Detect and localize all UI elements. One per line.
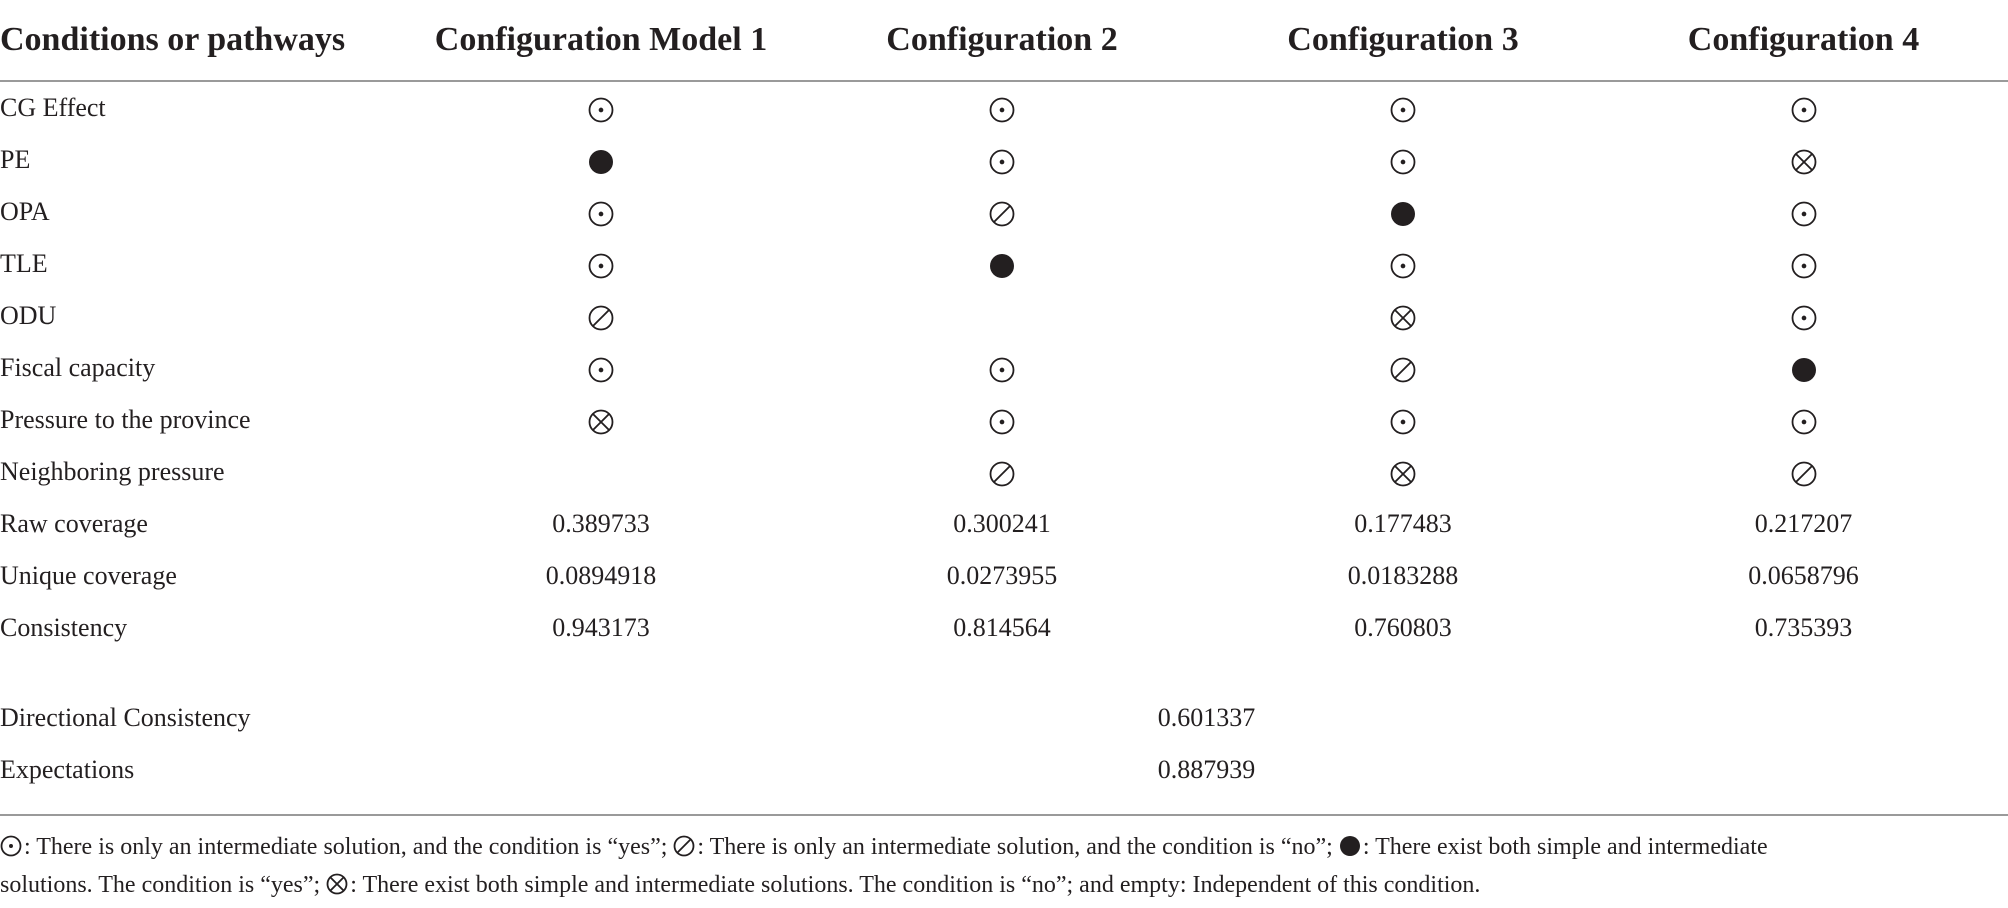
stat-value: 0.0894918 xyxy=(545,561,657,590)
stat-value: 0.177483 xyxy=(1354,509,1452,538)
condition-cell xyxy=(1599,290,2008,342)
filled-icon xyxy=(588,149,614,175)
table-row xyxy=(0,134,2008,186)
condition-cell xyxy=(797,394,1207,446)
condition-cell xyxy=(1207,342,1599,394)
condition-cell xyxy=(405,81,797,134)
condition-cell xyxy=(1207,446,1599,498)
dot-circle-icon xyxy=(1791,97,1817,123)
condition-cell xyxy=(1207,134,1599,186)
row-label: OPA xyxy=(0,197,50,226)
stat-value: 0.300241 xyxy=(953,509,1051,538)
row-label: TLE xyxy=(0,249,48,278)
condition-cell xyxy=(797,238,1207,290)
dot-circle-icon xyxy=(1791,253,1817,279)
condition-cell xyxy=(797,134,1207,186)
condition-cell xyxy=(797,342,1207,394)
summary-label: Expectations xyxy=(0,755,135,784)
footnote-line-1 xyxy=(0,828,2000,866)
table-row xyxy=(0,692,2008,744)
summary-value: 0.887939 xyxy=(1157,755,1256,784)
condition-cell xyxy=(1599,134,2008,186)
stat-value: 0.0658796 xyxy=(1748,561,1859,590)
cross-circle-icon xyxy=(326,869,348,891)
dot-circle-icon xyxy=(1791,305,1817,331)
slash-circle-icon xyxy=(588,305,614,331)
table-row xyxy=(0,394,2008,446)
filled-icon xyxy=(1791,357,1817,383)
row-label: ODU xyxy=(0,301,57,330)
stat-value: 0.389733 xyxy=(552,509,650,538)
stat-label: Raw coverage xyxy=(0,509,148,538)
table-row xyxy=(0,342,2008,394)
slash-circle-icon xyxy=(673,831,695,853)
condition-cell xyxy=(1599,186,2008,238)
row-label: Neighboring pressure xyxy=(0,457,225,486)
summary-label: Directional Consistency xyxy=(0,703,251,732)
footnote-text-1b: : There is only an intermediate solution, and the condition is “no”; xyxy=(697,834,1339,860)
table-row xyxy=(0,238,2008,290)
header-config-1: Configuration Model 1 xyxy=(405,0,797,81)
dot-circle-icon xyxy=(1791,201,1817,227)
condition-cell xyxy=(1599,238,2008,290)
row-label: Fiscal capacity xyxy=(0,353,156,382)
condition-cell xyxy=(405,134,797,186)
footnote-line-2 xyxy=(0,866,2000,904)
table-footnote xyxy=(0,828,2000,904)
spacer-row xyxy=(0,654,2008,692)
filled-icon xyxy=(1390,201,1416,227)
bottom-rule xyxy=(0,814,2008,816)
table-row xyxy=(0,498,2008,550)
table-row xyxy=(0,290,2008,342)
dot-circle-icon xyxy=(588,357,614,383)
footnote-text-1a: : There is only an intermediate solution, and the condition is “yes”; xyxy=(24,834,674,860)
stat-value: 0.943173 xyxy=(552,613,650,642)
condition-cell xyxy=(1599,342,2008,394)
cross-circle-icon xyxy=(1791,149,1817,175)
condition-cell xyxy=(1207,394,1599,446)
condition-cell xyxy=(405,342,797,394)
filled-circle-icon xyxy=(1339,831,1361,853)
table-row xyxy=(0,744,2008,796)
header-config-4: Configuration 4 xyxy=(1599,0,2008,81)
footnote-text-1c: : There exist both simple and intermediate xyxy=(1362,834,1768,860)
dot-circle-icon xyxy=(1390,409,1416,435)
table-row xyxy=(0,602,2008,654)
table-row xyxy=(0,186,2008,238)
stat-value: 0.760803 xyxy=(1354,613,1452,642)
stat-value: 0.735393 xyxy=(1754,613,1853,642)
condition-cell xyxy=(797,290,1207,342)
table-row xyxy=(0,446,2008,498)
condition-cell xyxy=(405,186,797,238)
footnote-text-2a: solutions. The condition is “yes”; xyxy=(0,872,327,898)
dot-circle-icon xyxy=(1791,409,1817,435)
condition-cell xyxy=(1599,446,2008,498)
dot-circle-icon xyxy=(1390,253,1416,279)
condition-cell xyxy=(797,186,1207,238)
condition-cell xyxy=(797,446,1207,498)
footnote-text-2b: : There exist both simple and intermediate solutions. The condition is “no”; and empty: Independent of this condition. xyxy=(350,872,1481,898)
condition-cell xyxy=(1207,81,1599,134)
dot-circle-icon xyxy=(989,357,1015,383)
dot-circle-icon xyxy=(0,831,22,853)
condition-cell xyxy=(1599,394,2008,446)
condition-cell xyxy=(1207,186,1599,238)
table-row xyxy=(0,550,2008,602)
stat-value: 0.217207 xyxy=(1754,509,1853,538)
cross-circle-icon xyxy=(588,409,614,435)
dot-circle-icon xyxy=(989,149,1015,175)
row-label: PE xyxy=(0,145,31,174)
stat-label: Unique coverage xyxy=(0,561,177,590)
dot-circle-icon xyxy=(1390,149,1416,175)
header-row xyxy=(0,0,2008,81)
condition-cell xyxy=(405,394,797,446)
row-label: Pressure to the province xyxy=(0,405,251,434)
condition-cell xyxy=(1207,238,1599,290)
header-conditions: Conditions or pathways xyxy=(0,0,405,81)
stat-value: 0.0183288 xyxy=(1347,561,1459,590)
dot-circle-icon xyxy=(1390,97,1416,123)
cross-circle-icon xyxy=(1390,461,1416,487)
header-config-2: Configuration 2 xyxy=(797,0,1207,81)
condition-cell xyxy=(405,446,797,498)
dot-circle-icon xyxy=(588,97,614,123)
slash-circle-icon xyxy=(989,461,1015,487)
condition-cell xyxy=(797,81,1207,134)
dot-circle-icon xyxy=(588,201,614,227)
table-row xyxy=(0,81,2008,134)
dot-circle-icon xyxy=(989,409,1015,435)
slash-circle-icon xyxy=(1791,461,1817,487)
stat-value: 0.814564 xyxy=(953,613,1051,642)
summary-value: 0.601337 xyxy=(1157,703,1256,732)
header-config-3: Configuration 3 xyxy=(1207,0,1599,81)
condition-cell xyxy=(405,238,797,290)
slash-circle-icon xyxy=(1390,357,1416,383)
cross-circle-icon xyxy=(1390,305,1416,331)
filled-icon xyxy=(989,253,1015,279)
dot-circle-icon xyxy=(588,253,614,279)
stat-value: 0.0273955 xyxy=(946,561,1058,590)
condition-cell xyxy=(405,290,797,342)
row-label: CG Effect xyxy=(0,93,106,122)
dot-circle-icon xyxy=(989,97,1015,123)
condition-cell xyxy=(1207,290,1599,342)
stat-label: Consistency xyxy=(0,613,128,642)
table-body xyxy=(0,81,2008,796)
condition-cell xyxy=(1599,81,2008,134)
slash-circle-icon xyxy=(989,201,1015,227)
